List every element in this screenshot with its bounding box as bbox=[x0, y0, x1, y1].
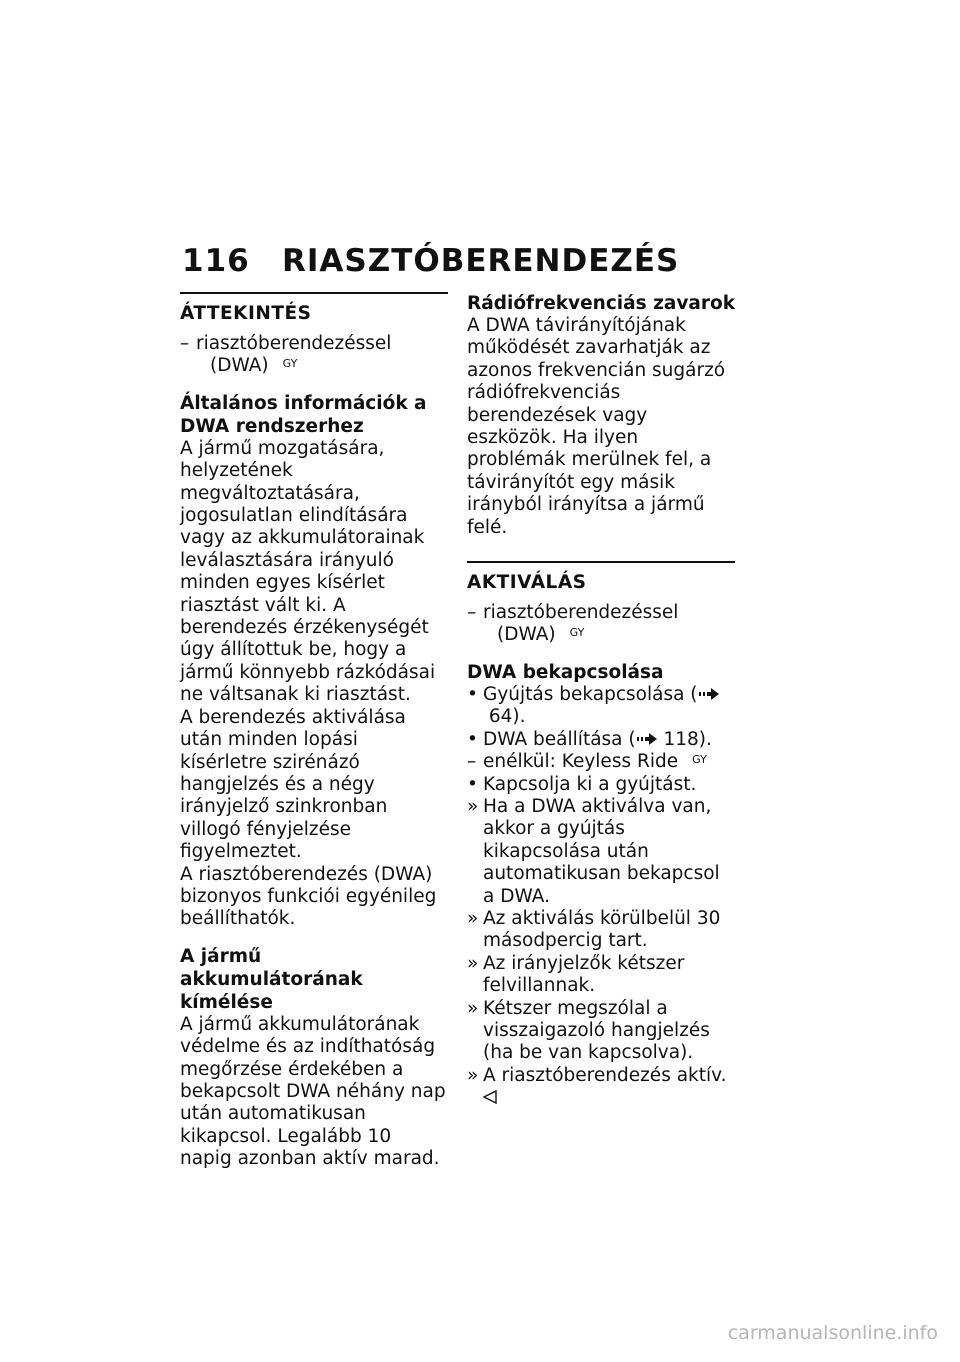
equipment-code: (DWA) bbox=[497, 624, 556, 646]
subsection-title-battery: A jármű akkumulátorának kímélése bbox=[180, 945, 363, 1013]
bullet-marker: • bbox=[467, 773, 478, 795]
subsection-title-radio: Rádiófrekvenciás zavarok bbox=[467, 293, 735, 314]
result-marker: » bbox=[467, 997, 479, 1019]
page-reference[interactable]: 118). bbox=[663, 728, 712, 750]
dash-marker: – bbox=[467, 602, 477, 624]
result-item bbox=[467, 953, 735, 998]
result-item bbox=[467, 796, 735, 908]
step-item bbox=[467, 774, 735, 796]
result-text: Az aktiválás körülbelül 30 másodpercig tart. bbox=[483, 907, 721, 952]
condition-text: enélkül: Keyless Ride bbox=[483, 751, 679, 773]
result-text: Az irányjelzők kétszer felvillannak. bbox=[483, 952, 685, 997]
page-reference-arrow-icon bbox=[698, 688, 720, 700]
page-reference[interactable]: 64). bbox=[488, 706, 526, 728]
page-reference-arrow-icon bbox=[636, 733, 658, 745]
region-code: GY bbox=[692, 753, 707, 767]
result-marker: » bbox=[467, 1064, 479, 1086]
page-number: 116 bbox=[182, 243, 250, 279]
result-text: Kétszer megszólal a visszaigazoló hangjelzés (ha be van kapcsolva). bbox=[483, 997, 710, 1064]
equipment-text: riasztóberendezéssel bbox=[483, 602, 679, 624]
step-text: Kapcsolja ki a gyújtást. bbox=[483, 773, 697, 795]
step-text: DWA beállítása ( bbox=[483, 728, 636, 750]
end-of-section-icon bbox=[483, 1090, 497, 1104]
region-code: GY bbox=[569, 626, 585, 640]
paragraph: A DWA távirányítójának működését zavarhatják az azonos frekvencián sugárzó rádiófrekvenciás berendezések vagy eszközök. Ha ilyen problémák merülnek fel, a távirányítót egy másik irányból irányítsa a jármű felé. bbox=[467, 315, 726, 538]
bullet-marker: • bbox=[467, 683, 478, 705]
section-title-overview: ÁTTEKINTÉS bbox=[180, 303, 312, 324]
result-marker: » bbox=[467, 952, 479, 974]
equipment-code: (DWA) bbox=[210, 355, 269, 377]
result-marker: » bbox=[467, 907, 479, 929]
left-column bbox=[180, 292, 448, 1171]
right-column bbox=[467, 292, 735, 1110]
condition-note bbox=[467, 751, 735, 773]
bullet-marker: • bbox=[467, 728, 478, 750]
equipment-text: riasztóberendezéssel bbox=[196, 333, 392, 354]
subsection-title-general: Általános információk a DWA rendszerhez bbox=[180, 392, 427, 437]
dash-marker: – bbox=[467, 751, 477, 773]
result-item bbox=[467, 998, 735, 1065]
equipment-note bbox=[467, 602, 735, 647]
result-item bbox=[467, 908, 735, 953]
section-title-activation: AKTIVÁLÁS bbox=[467, 572, 587, 594]
page-header bbox=[182, 243, 679, 279]
result-item bbox=[467, 1065, 735, 1110]
region-code: GY bbox=[282, 357, 298, 371]
result-text: Ha a DWA aktiválva van, akkor a gyújtás kikapcsolása után automatikusan bekapcsol a DWA. bbox=[483, 795, 720, 907]
dash-marker: – bbox=[180, 333, 190, 354]
step-item bbox=[467, 684, 735, 729]
result-marker: » bbox=[467, 795, 479, 817]
step-item bbox=[467, 729, 735, 751]
step-text: Gyújtás bekapcsolása ( bbox=[483, 683, 698, 705]
equipment-note bbox=[180, 333, 448, 378]
paragraph: A berendezés aktiválása után minden lopási kísérletre szirénázó hangjelzés és a négy irányjelző szinkronban villogó fényjelzése figyelmeztet. bbox=[180, 706, 406, 863]
subsection-title-dwa-on: DWA bekapcsolása bbox=[467, 661, 664, 683]
paragraph: A jármű mozgatására, helyzetének megváltoztatására, jogosulatlan elindítására vagy az akkumulátorainak leválasztására irányuló minden egyes kísérlet riasztást vált ki. A berendezés érzékenységét úgy állítottuk be, hogy a jármű könnyebb rázkódásai ne váltsanak ki riasztást. bbox=[180, 437, 436, 706]
section-rule bbox=[180, 292, 448, 294]
section-rule bbox=[467, 561, 735, 563]
chapter-title: RIASZTÓBERENDEZÉS bbox=[282, 243, 680, 279]
paragraph: A riasztóberendezés (DWA) bizonyos funkciói egyénileg beállíthatók. bbox=[180, 863, 437, 930]
result-text: A riasztóberendezés aktív. bbox=[483, 1064, 727, 1086]
watermark: carmanualsonline.info bbox=[727, 1322, 938, 1344]
paragraph: A jármű akkumulátorának védelme és az indíthatóság megőrzése érdekében a bekapcsolt DWA néhány nap után automatikusan kikapcsol. Legalább 10 napig azonban aktív marad. bbox=[180, 1013, 446, 1170]
